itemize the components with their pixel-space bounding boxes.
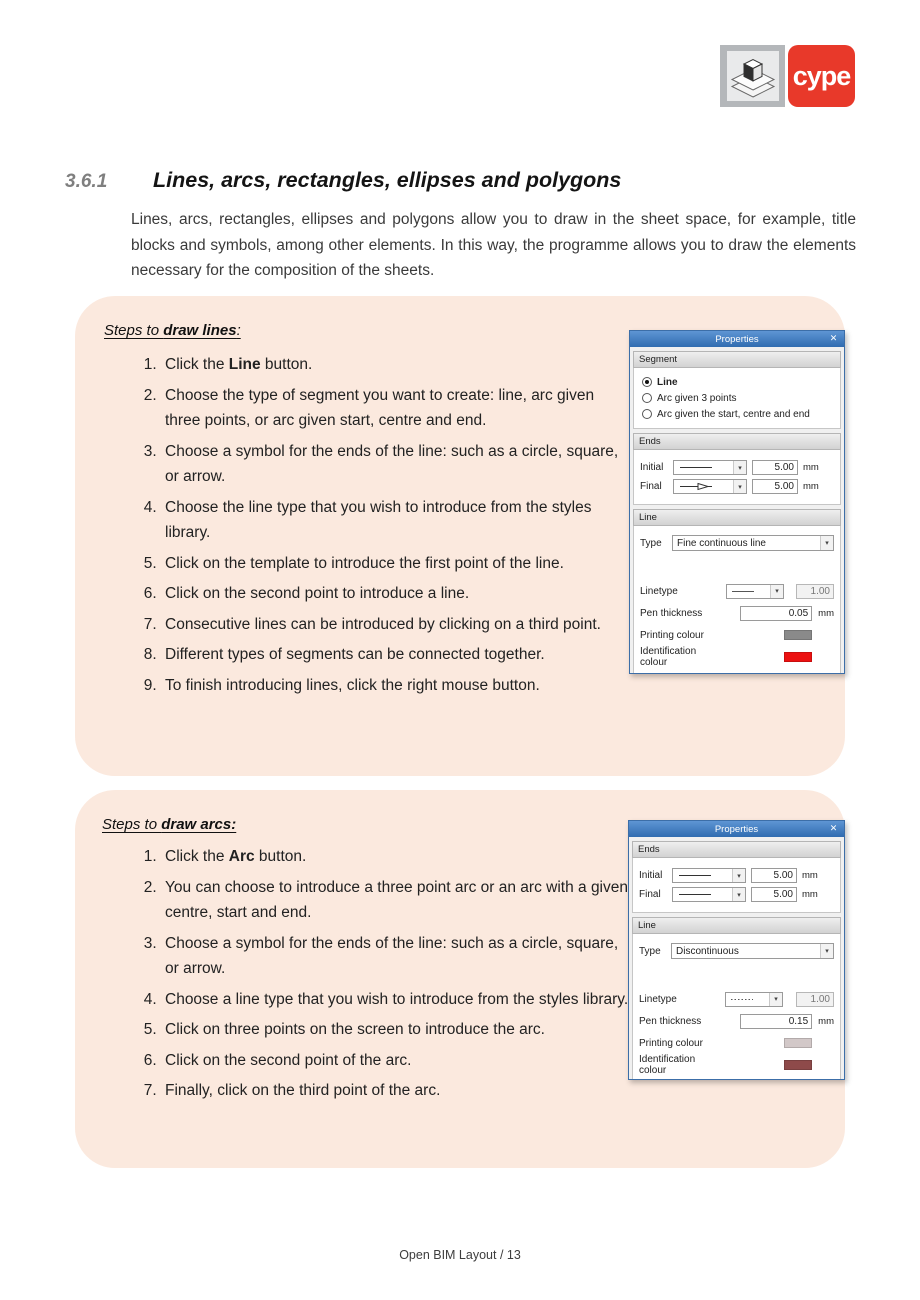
segment-panel <box>633 368 841 429</box>
draw-lines-callout <box>75 296 845 776</box>
linetype-combo[interactable] <box>725 992 783 1007</box>
line-type-value: Discontinuous <box>676 945 739 957</box>
step-item: 7. Finally, click on the third point of the arc. <box>161 1078 635 1104</box>
radio-option-arc-3-points[interactable] <box>642 390 834 406</box>
initial-unit-label: mm <box>803 462 819 473</box>
step-item: 4. Choose the line type that you wish to introduce from the styles library. <box>161 495 620 546</box>
line-type-value: Fine continuous line <box>677 537 766 549</box>
chevron-down-icon: ▾ <box>732 869 745 882</box>
final-length-field[interactable]: 5.00 <box>751 887 797 902</box>
steps-heading-arcs <box>102 816 236 833</box>
initial-end-row <box>639 868 834 883</box>
spacer <box>640 553 834 577</box>
identification-colour-swatch[interactable] <box>784 1060 812 1070</box>
printing-colour-label: Printing colour <box>640 629 704 641</box>
linetype-row <box>640 583 834 599</box>
pen-thickness-label: Pen thickness <box>639 1015 702 1027</box>
step-item: 1. Click the Line button. <box>161 352 620 378</box>
final-label: Final <box>640 481 662 492</box>
final-label: Final <box>639 889 661 900</box>
identification-colour-swatch[interactable] <box>784 652 812 662</box>
chevron-down-icon: ▾ <box>733 480 746 493</box>
step-item: 6. Click on the second point to introduce a line. <box>161 581 620 607</box>
printing-colour-swatch[interactable] <box>784 1038 812 1048</box>
radio-label: Arc given 3 points <box>657 392 737 404</box>
cype-logo <box>788 45 855 107</box>
linetype-label: Linetype <box>640 585 678 597</box>
initial-unit-label: mm <box>802 870 818 881</box>
page-footer: Open BIM Layout / 13 <box>399 1248 521 1262</box>
ends-panel <box>633 450 841 505</box>
line-symbol-icon <box>675 871 715 880</box>
openbim-logo <box>720 45 785 107</box>
properties-dialog-lines <box>629 330 845 674</box>
pen-thickness-row <box>640 605 834 621</box>
step-item: 5. Click on three points on the screen to introduce the arc. <box>161 1017 635 1043</box>
final-length-field[interactable]: 5.00 <box>752 479 798 494</box>
line-panel <box>632 934 841 1080</box>
pen-unit-label: mm <box>818 1015 834 1027</box>
steps-heading-bold: draw arcs: <box>161 816 237 833</box>
dialog-title: Properties <box>715 333 759 345</box>
steps-heading-prefix: Steps to <box>102 816 162 833</box>
pen-thickness-field[interactable]: 0.15 <box>740 1014 812 1029</box>
cube-stack-icon <box>730 54 776 98</box>
group-header-ends: Ends <box>633 433 841 450</box>
spacer <box>639 961 834 985</box>
draw-arcs-callout <box>75 790 845 1168</box>
openbim-logo-inner <box>727 51 779 101</box>
chevron-down-icon: ▾ <box>769 993 782 1006</box>
printing-colour-label: Printing colour <box>639 1037 703 1049</box>
initial-length-field[interactable]: 5.00 <box>752 460 798 475</box>
steps-heading-prefix: Steps to <box>104 322 164 339</box>
step-item: 8. Different types of segments can be connected together. <box>161 642 620 668</box>
final-end-row <box>639 887 834 902</box>
type-label: Type <box>640 537 662 549</box>
radio-option-line[interactable] <box>642 374 834 390</box>
chevron-down-icon: ▾ <box>770 585 783 598</box>
dialog-titlebar[interactable] <box>630 331 844 347</box>
step-item: 3. Choose a symbol for the ends of the line: such as a circle, square, or arrow. <box>161 931 635 982</box>
chevron-down-icon: ▾ <box>732 888 745 901</box>
steps-heading-lines <box>104 322 241 339</box>
initial-length-field[interactable]: 5.00 <box>751 868 797 883</box>
section-heading <box>65 168 621 193</box>
identification-colour-label: Identification colour <box>639 1054 696 1076</box>
section-number: 3.6.1 <box>65 171 108 192</box>
identification-colour-row <box>639 1054 834 1076</box>
close-icon[interactable]: ✕ <box>829 333 838 343</box>
section-title: Lines, arcs, rectangles, ellipses and polygons <box>153 168 622 192</box>
group-header-line: Line <box>633 509 841 526</box>
initial-label: Initial <box>640 462 664 473</box>
linetype-scale-field[interactable]: 1.00 <box>796 584 834 599</box>
step-item: 6. Click on the second point of the arc. <box>161 1048 635 1074</box>
step-item: 2. You can choose to introduce a three point arc or an arc with a given centre, start and end. <box>161 875 635 926</box>
close-icon[interactable]: ✕ <box>829 823 838 833</box>
dialog-title: Properties <box>714 823 759 835</box>
line-type-row <box>639 943 834 959</box>
final-unit-label: mm <box>802 889 818 900</box>
line-symbol-icon <box>675 890 715 899</box>
pen-thickness-field[interactable]: 0.05 <box>740 606 812 621</box>
final-end-row <box>640 479 834 494</box>
steps-list-lines <box>75 352 620 703</box>
linetype-scale-field[interactable]: 1.00 <box>796 992 834 1007</box>
initial-label: Initial <box>639 870 663 881</box>
dotted-line-icon <box>728 995 756 1004</box>
step-item: 1. Click the Arc button. <box>161 844 635 870</box>
group-header-line: Line <box>632 917 841 934</box>
dialog-titlebar[interactable] <box>629 821 844 837</box>
initial-end-row <box>640 460 834 475</box>
printing-colour-row <box>639 1035 834 1051</box>
header-logos <box>720 45 855 107</box>
steps-list-arcs <box>75 844 635 1109</box>
line-symbol-icon <box>729 587 757 596</box>
step-item: 5. Click on the template to introduce the first point of the line. <box>161 551 620 577</box>
pen-unit-label: mm <box>818 607 834 619</box>
cype-logo-text: cype <box>792 60 851 91</box>
pen-thickness-row <box>639 1013 834 1029</box>
line-panel <box>633 526 841 674</box>
ends-panel <box>632 858 841 913</box>
initial-symbol-combo[interactable] <box>672 868 746 883</box>
group-header-segment: Segment <box>633 351 841 368</box>
linetype-row <box>639 991 834 1007</box>
step-item: 4. Choose a line type that you wish to introduce from the styles library. <box>161 987 635 1013</box>
printing-colour-swatch[interactable] <box>784 630 812 640</box>
group-header-ends: Ends <box>632 841 841 858</box>
identification-colour-label: Identification colour <box>640 646 697 668</box>
step-item: 2. Choose the type of segment you want to create: line, arc given three points, or arc given start, centre and end. <box>161 383 620 434</box>
steps-heading-bold: draw lines <box>163 322 237 339</box>
printing-colour-row <box>640 627 834 643</box>
radio-icon <box>642 409 652 419</box>
radio-label: Arc given the start, centre and end <box>657 408 810 420</box>
final-symbol-combo[interactable] <box>673 479 747 494</box>
chevron-down-icon: ▾ <box>820 536 833 550</box>
radio-icon <box>642 393 652 403</box>
chevron-down-icon: ▾ <box>820 944 833 958</box>
line-type-combo[interactable] <box>672 535 834 551</box>
radio-selected-icon <box>642 377 652 387</box>
line-type-combo[interactable] <box>671 943 834 959</box>
identification-colour-row <box>640 646 834 668</box>
arrow-symbol-icon <box>676 482 716 491</box>
final-symbol-combo[interactable] <box>672 887 746 902</box>
final-unit-label: mm <box>803 481 819 492</box>
steps-heading-suffix: : <box>236 322 241 339</box>
intro-paragraph: Lines, arcs, rectangles, ellipses and polygons allow you to draw in the sheet space, for example, title blocks and symbols, among other elements. In this way, the programme allows you to draw the elements necessary for the composition of the sheets. <box>131 211 856 279</box>
step-item: 3. Choose a symbol for the ends of the line: such as a circle, square, or arrow. <box>161 439 620 490</box>
properties-dialog-arcs <box>628 820 845 1080</box>
step-item: 7. Consecutive lines can be introduced by clicking on a third point. <box>161 612 620 638</box>
initial-symbol-combo[interactable] <box>673 460 747 475</box>
linetype-combo[interactable] <box>726 584 784 599</box>
radio-option-arc-start-centre-end[interactable] <box>642 406 834 422</box>
radio-label: Line <box>657 376 678 388</box>
type-label: Type <box>639 945 661 957</box>
pen-thickness-label: Pen thickness <box>640 607 703 619</box>
linetype-label: Linetype <box>639 993 677 1005</box>
step-item: 9. To finish introducing lines, click the right mouse button. <box>161 673 620 699</box>
line-type-row <box>640 535 834 551</box>
line-symbol-icon <box>676 463 716 472</box>
chevron-down-icon: ▾ <box>733 461 746 474</box>
